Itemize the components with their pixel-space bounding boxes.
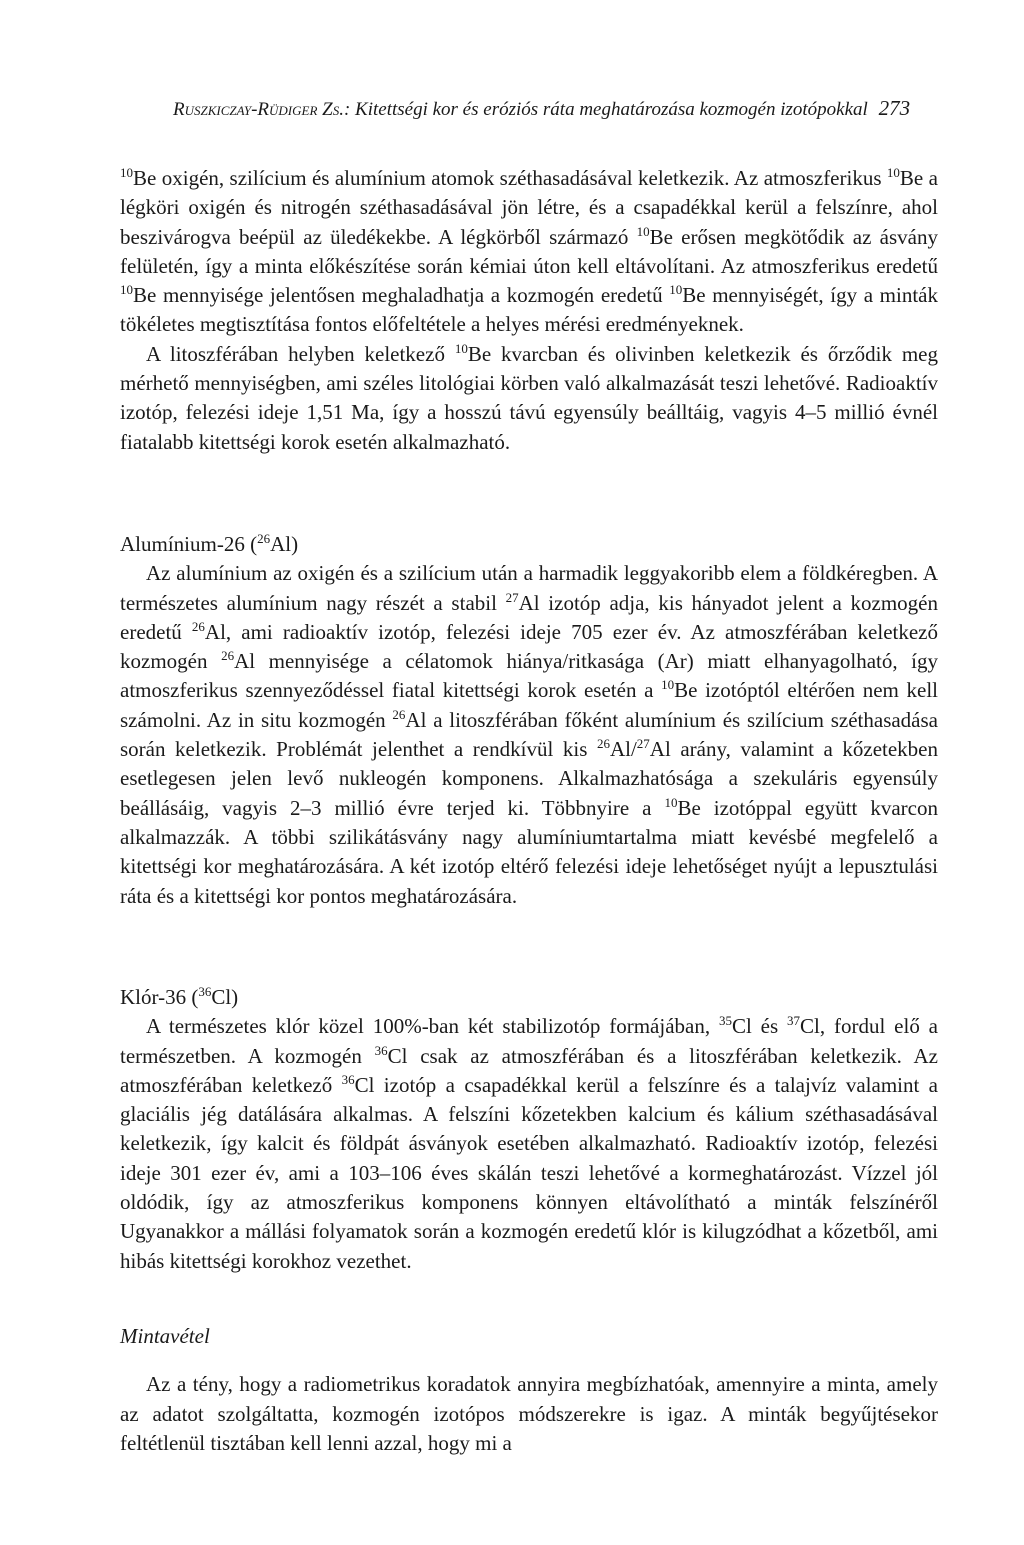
header-author: Ruszkiczay-Rüdiger Zs.:	[173, 99, 351, 120]
paragraph	[120, 1012, 938, 1276]
superscript: 10	[664, 794, 678, 810]
text-run: Cl csak az atmoszférában és a litoszférában keletkezik. Az atmoszférában keletkező	[120, 1043, 938, 1097]
text-run: Klór-36 (	[120, 985, 199, 1009]
text-run: Alumínium-26 (	[120, 532, 258, 556]
text-run: Be kvarcban és olivinben keletkezik és őrződik meg mérhető mennyiségben, ami széles litológiai körben való alkalmazását teszi lehetővé. Radioaktív izotóp, felezési ideje 1,51 Ma, így a hosszú távú egyensúly beálltáig, vagyis 4–5 millió évnél fiatalabb kitettségi korok esetén alkalmazható.	[120, 341, 938, 454]
superscript: 35	[718, 1013, 732, 1029]
superscript: 10	[120, 165, 133, 180]
section-sampling	[120, 1322, 938, 1458]
text-run: Cl, fordul elő a természetben. A kozmogén	[120, 1014, 939, 1068]
text-run: Be izotóppal együtt kvarcon alkalmazzák. A többi szilikátásvány nagy alumíniumtartalma miatt kevésbé megfelelő a kitettségi kor meghatározására. A két izotóp eltérő felezési ideje lehetőséget nyújt a lepusztulási ráta és a kitettségi kor pontos meghatározására.	[120, 795, 938, 908]
text-run: Be mennyisége jelentősen meghaladhatja a kozmogén eredetű	[133, 283, 670, 308]
text-run: Cl izotóp a csapadékkal kerül a felszínre és a talajvíz valamint a glaciális jég datálására alkalmas. A felszíni kőzetekben kalcium és kálium széthasadásával keletkezik, így kalcit és földpát ásványok esetében alkalmazható. Radioaktív izotóp, felezési ideje 301 ezer év, ami a 103–106 éves skálán teszi lehetővé a kormeghatározást. Vízzel jól oldódik, így az atmoszferikus komponens könnyen eltávolítható a minták felszínéről Ugyanakkor a mállási folyamatok során a kozmogén eredetű klór is kilugzódhat a kőzetből, ami hibás kitettségi korokhoz vezethet.	[120, 1072, 938, 1273]
text-run: Be a légköri oxigén és nitrogén széthasadásával jön létre, és a csapadékkal kerül a felszínre, ahol beszivárogva beépül az üledékekbe. A légkörből származó	[120, 166, 938, 249]
superscript: 26	[221, 648, 235, 664]
text-run: Cl)	[211, 985, 239, 1009]
superscript: 26	[392, 706, 406, 722]
text-run: Be erősen megkötődik az ásvány felületén, így a minta előkészítése során kémiai úton kell eltávolítani. Az atmoszferikus eredetű	[120, 224, 938, 278]
running-header	[173, 96, 933, 121]
text-run: Az alumínium az oxigén és a szilícium után a harmadik leggyakoribb elem a földkéregben. A természetes alumínium nagy részét a stabil	[120, 561, 938, 615]
text-run: Al, ami radioaktív izotóp, felezési ideje 705 ezer év. Az atmoszférában keletkező kozmogén	[120, 619, 939, 674]
section-heading	[120, 530, 938, 559]
text-run: Be izotóptól eltérően nem kell számolni. Az in situ kozmogén	[120, 678, 939, 732]
section-heading	[120, 983, 938, 1012]
section-beryllium	[120, 164, 938, 457]
section-heading: Mintavétel	[120, 1324, 210, 1348]
superscript: 10	[661, 677, 675, 693]
text-run: Al mennyisége a célatomok hiánya/ritkasága (Ar) miatt elhanyagolható, így atmoszferikus szennyeződéssel fiatal kitettségi korok esetén a	[120, 649, 939, 703]
superscript: 36	[374, 1042, 388, 1058]
text-run: Al arány, valamint a kőzetekben esetlegesen jelen levő nukleogén komponens. Alkalmazhatósága a szekuláris egyensúly beállásáig, vagyis 2–3 millió évre terjed ki. Többnyire a	[120, 737, 938, 820]
superscript: 26	[257, 531, 271, 546]
text-run: Al)	[270, 532, 299, 556]
paragraph	[120, 340, 938, 457]
page-number: 273	[878, 96, 911, 120]
superscript: 36	[341, 1071, 355, 1087]
header-title: Kitettségi kor és eróziós ráta meghatározása kozmogén izotópokkal	[355, 99, 868, 120]
text-run: A litoszférában helyben keletkező	[146, 341, 455, 366]
superscript: 10	[669, 282, 683, 298]
text-run: Cl és	[731, 1014, 788, 1039]
text-run: Al izotóp adja, kis hányadot jelent a kozmogén eredetű	[120, 590, 938, 644]
text-run: Be oxigén, szilícium és alumínium atomok széthasadásával keletkezik. Az atmoszferikus	[133, 166, 887, 190]
superscript: 26	[596, 736, 610, 752]
superscript: 26	[191, 618, 205, 634]
section-aluminium	[120, 530, 938, 911]
paragraph	[120, 559, 938, 911]
paragraph	[120, 164, 938, 340]
superscript: 10	[636, 223, 650, 239]
superscript: 37	[787, 1013, 801, 1029]
paragraph: Az a tény, hogy a radiometrikus koradatok annyira megbízhatóak, amennyire a minta, amely az adatot szolgáltatta, kozmogén izotópos módszerekre is igaz. A minták begyűjtésekor feltétlenül tisztában kell lenni azzal, hogy mi a	[120, 1372, 938, 1455]
superscript: 36	[198, 984, 212, 999]
section-chlorine	[120, 983, 938, 1276]
text-run: Al a litoszférában főként alumínium és szilícium széthasadása során keletkezik. Problémát jelenthet a rendkívül kis	[120, 707, 938, 762]
superscript: 10	[886, 165, 900, 180]
superscript: 10	[120, 282, 133, 298]
text-run: Al/	[609, 737, 637, 762]
text-run: Be mennyiségét, így a minták tökéletes megtisztítása fontos előfeltétele a helyes mérési eredményeknek.	[120, 283, 938, 337]
superscript: 27	[505, 589, 519, 605]
superscript: 10	[454, 340, 468, 356]
text-run: A természetes klór közel 100%-ban két stabilizotóp formájában,	[146, 1014, 719, 1039]
superscript: 27	[636, 736, 650, 752]
